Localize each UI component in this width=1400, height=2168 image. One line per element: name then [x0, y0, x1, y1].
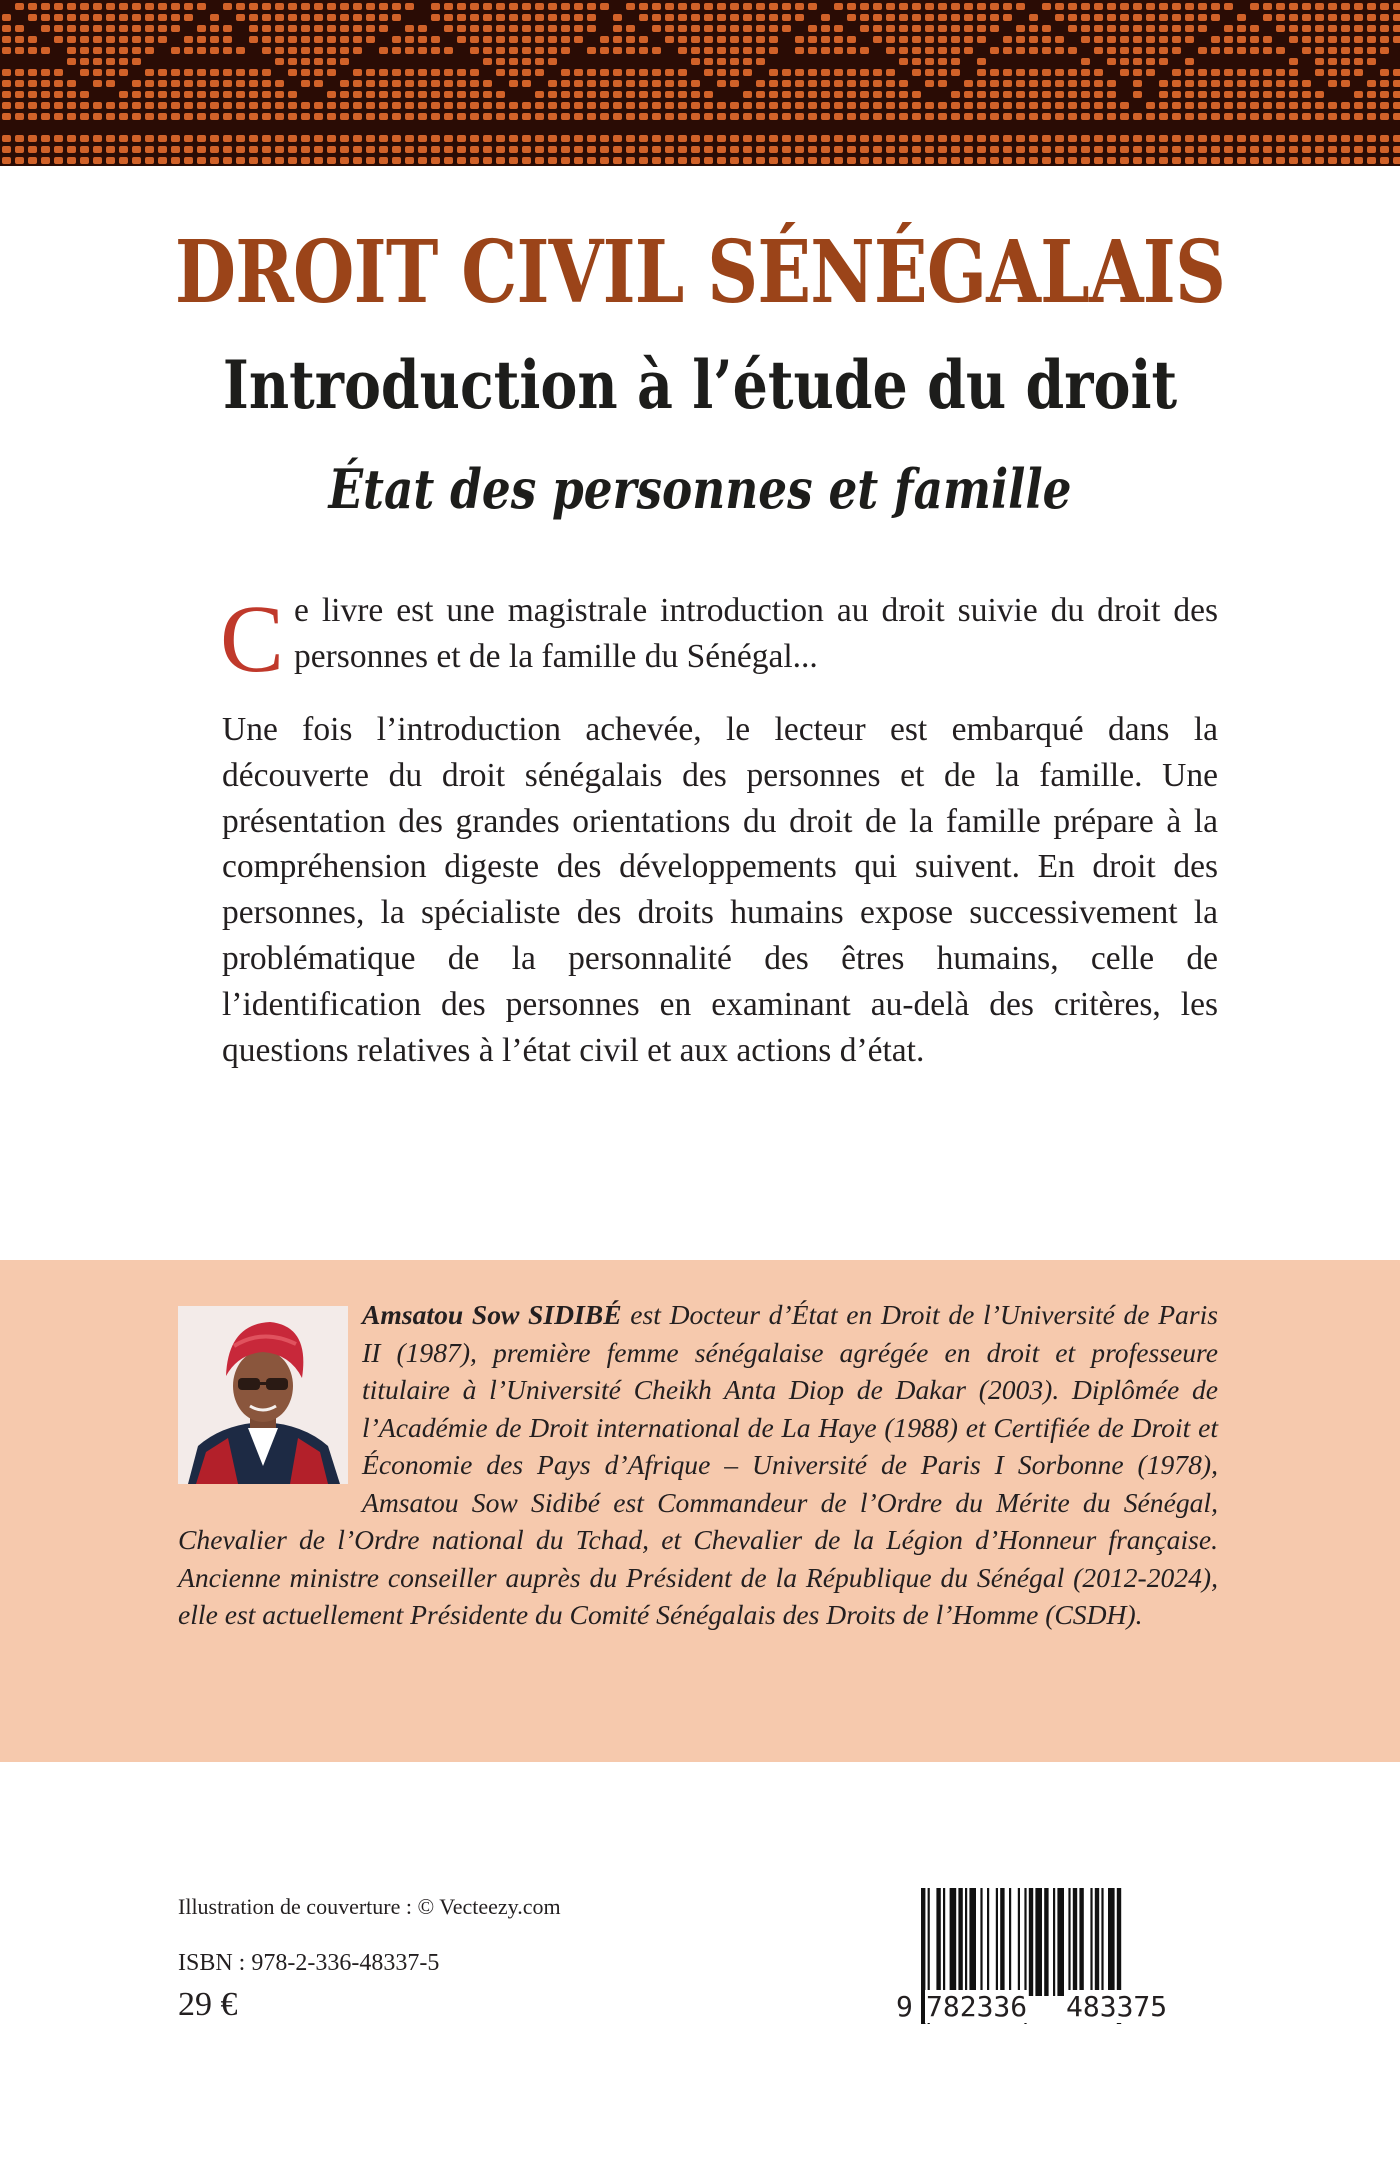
- book-title: DROIT CIVIL SÉNÉGALAIS: [174, 222, 1226, 323]
- author-name: Amsatou Sow SIDIBÉ: [362, 1299, 622, 1330]
- drop-cap: C: [220, 585, 285, 692]
- book-subtitle-2: État des personnes et famille: [328, 457, 1072, 521]
- author-bio-text: est Docteur d’État en Droit de l’Université de Paris II (1987), première femme sénégalaise agrégée en droit et professeure titulaire à l’Université Cheikh Anta Diop de Dakar (2003). Diplômée de l’Académie de Droit international de La Haye (1988) et Certifiée de Droit et Économie des Pays d’Afrique – Université de Paris I Sorbonne (1978), Amsatou Sow Sidibé est Commandeur de l’Ordre du Mérite du Sénégal, Chevalier de l’Ordre national du Tchad, et Chevalier de la Légion d’Honneur française. Ancienne ministre conseiller auprès du Président de la République du Sénégal (2012-2024), elle est actuellement Présidente du Comité Sénégalais des Droits de l’Homme (CSDH).: [178, 1299, 1218, 1630]
- barcode-digits-left: 782336: [926, 1990, 1028, 2023]
- barcode-digit-lead: 9: [896, 1990, 913, 2023]
- textile-pattern-icon: [0, 0, 1400, 166]
- woven-pattern-band: [0, 0, 1400, 166]
- author-bio: [178, 1296, 1218, 1634]
- summary-second-paragraph: Une fois l’introduction achevée, le lecteur est embarqué dans la découverte du droit sénégalais des personnes et de la famille. Une présentation des grandes orientations du droit de la famille prépare à la compréhension digeste des développements qui suivent. En droit des personnes, la spécialiste des droits humains expose successivement la problématique de la personnalité des êtres humains, celle de l’identification des personnes en examinant au-delà des critères, les questions relatives à l’état civil et aux actions d’état.: [222, 711, 1218, 1069]
- book-subtitle: Introduction à l’étude du droit: [222, 346, 1178, 424]
- summary-first-text: e livre est une magistrale introduction au droit suivie du droit des personnes et de la famille du Sénégal...: [294, 592, 1218, 675]
- barcode-digits-right: 483375: [1066, 1990, 1168, 2023]
- summary-first-paragraph: [220, 585, 1218, 692]
- price: 29 €: [178, 1986, 238, 2023]
- cover-credit: Illustration de couverture : © Vecteezy.com: [178, 1894, 561, 1919]
- isbn: ISBN : 978-2-336-48337-5: [178, 1950, 440, 1976]
- barcode-digits: [897, 1990, 1217, 2028]
